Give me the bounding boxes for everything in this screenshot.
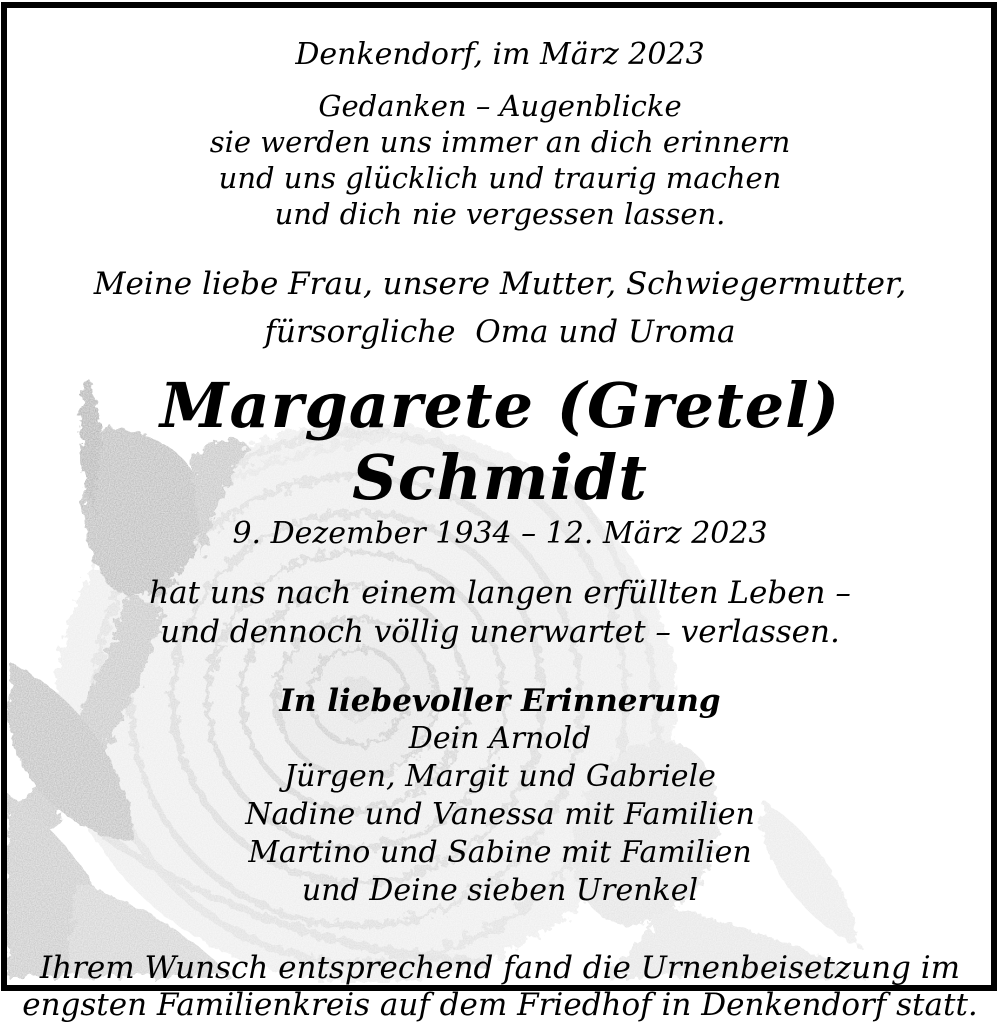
remembrance-heading: In liebevoller Erinnerung [279, 683, 721, 719]
epigraph-line: und dich nie vergessen lassen. [274, 197, 726, 231]
notice-content [12, 8, 988, 1024]
mourner-line: Jürgen, Margit und Gabriele [284, 759, 716, 794]
mourner-line: Nadine und Vanessa mit Familien [245, 797, 755, 832]
epigraph-poem [12, 88, 988, 232]
mourner-line: Dein Arnold [408, 721, 592, 756]
passing-line: hat uns nach einem langen erfüllten Leben – [149, 575, 851, 611]
passing-line: und dennoch völlig unerwartet – verlassen. [160, 614, 840, 650]
salutation-line: Meine liebe Frau, unsere Mutter, Schwiegermutter, [93, 266, 907, 302]
mourner-line: Martino und Sabine mit Familien [248, 835, 752, 870]
mourner-line: und Deine sieben Urenkel [301, 873, 699, 908]
funeral-note-line: engsten Familienkreis auf dem Friedhof in Denkendorf statt. [22, 987, 978, 1023]
passing-statement [12, 574, 988, 652]
epigraph-line: sie werden uns immer an dich erinnern [209, 125, 791, 159]
salutation-line: fürsorgliche Oma und Uroma [264, 314, 736, 350]
epigraph-title: Gedanken – Augenblicke [318, 89, 682, 123]
remembrance-section [12, 682, 988, 910]
salutation [12, 260, 988, 356]
dateline: Denkendorf, im März 2023 [295, 37, 705, 72]
epigraph-line: und uns glücklich und traurig machen [218, 161, 782, 195]
deceased-name: Margarete (Gretel) Schmidt [159, 369, 863, 514]
mourners-list [12, 720, 988, 910]
life-dates: 9. Dezember 1934 – 12. März 2023 [232, 516, 768, 551]
funeral-note-line: Ihrem Wunsch entsprechend fand die Urnenbeisetzung im [39, 950, 961, 986]
funeral-note [12, 950, 988, 1024]
